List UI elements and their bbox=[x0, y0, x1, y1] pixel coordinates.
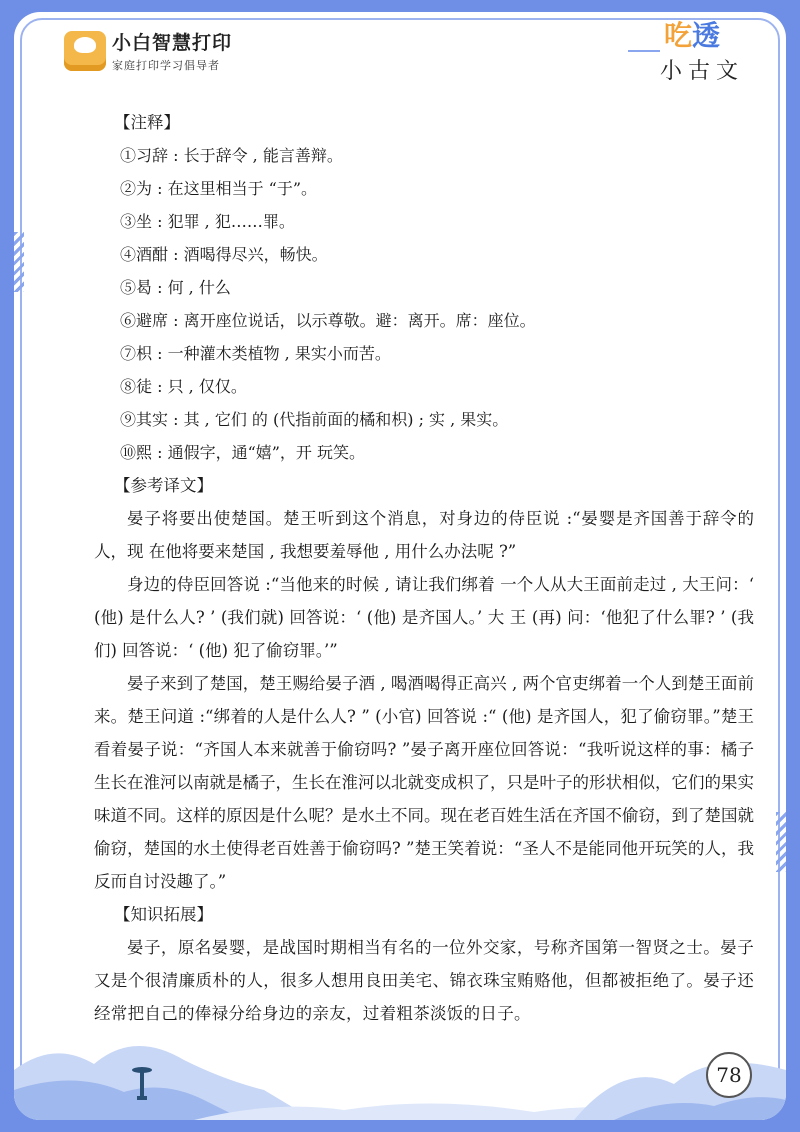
brand-subtitle: 家庭打印学习倡导者 bbox=[112, 59, 220, 72]
note-item: ④酒酣 : 酒喝得尽兴，畅快。 bbox=[120, 245, 328, 264]
brand-name: 小白智慧打印 bbox=[112, 33, 233, 54]
content bbox=[94, 106, 754, 1030]
series-title bbox=[664, 14, 720, 54]
brand-text bbox=[112, 28, 232, 73]
note-item: ⑦枳 : 一种灌木类植物 , 果实小而苦。 bbox=[120, 344, 391, 363]
page-number: 78 bbox=[706, 1052, 752, 1098]
note-item: ⑥避席 : 离开座位说话，以示尊敬。避：离开。席：座位。 bbox=[120, 311, 536, 330]
translation-heading: 【参考译文】 bbox=[114, 476, 213, 495]
translation-paragraph: 身边的侍臣回答说 :“当他来的时候 , 请让我们绑着 一个人从大王面前走过 , 大王问：‘ (他) 是什么人? ’ (我们就) 回答说：‘ (他) 是齐国人。’ 大 王 (再) 问：‘他犯了什么罪? ’ (我们) 回答说：‘ (他) 犯了偷窃罪。’” bbox=[94, 575, 754, 660]
series-title-part1: 吃 bbox=[664, 19, 693, 52]
note-item: ⑩熙 : 通假字，通“嬉”，开 玩笑。 bbox=[120, 443, 366, 462]
note-item: ⑤曷 : 何 , 什么 bbox=[120, 278, 231, 297]
decorative-stripes-left bbox=[14, 232, 24, 292]
series-logo bbox=[628, 14, 758, 86]
notes-heading: 【注释】 bbox=[114, 113, 180, 132]
mountain-landscape-icon bbox=[14, 1000, 786, 1120]
translation-paragraph: 晏子将要出使楚国。楚王听到这个消息，对身边的侍臣说 :“晏婴是齐国善于辞令的人，现 在他将要来楚国 , 我想要羞辱他 , 用什么办法呢 ?” bbox=[94, 509, 754, 561]
note-item: ②为 : 在这里相当于 “于”。 bbox=[120, 179, 318, 198]
series-subtitle: 小古文 bbox=[660, 59, 745, 84]
printer-mascot-icon bbox=[64, 31, 106, 71]
notes-list bbox=[114, 139, 754, 469]
landscape-illustration bbox=[14, 1000, 786, 1120]
translation-paragraph: 晏子来到了楚国，楚王赐给晏子酒 , 喝酒喝得正高兴 , 两个官吏绑着一个人到楚王面前来。楚王问道 :“绑着的人是什么人? ” (小官) 回答说 :“ (他) 是齐国人，犯了偷窃罪。”楚王看着晏子说：“齐国人本来就善于偷窃吗? ”晏子离开座位回答说：“我听说这样的事：橘子生长在淮河以南就是橘子，生长在淮河以北就变成枳了，只是叶子的形状相似，它们的果实味道不同。这样的原因是什么呢？是水土不同。现在老百姓生活在齐国不偷窃，到了楚国就偷窃，楚国的水土使得老百姓善于偷窃吗? ”楚王笑着说：“圣人不是能同他开玩笑的人，我反而自讨没趣了。” bbox=[94, 674, 754, 891]
note-item: ⑨其实 : 其 , 它们 的 (代指前面的橘和枳) ; 实 , 果实。 bbox=[120, 410, 509, 429]
page bbox=[14, 12, 786, 1120]
decorative-stripes-right bbox=[776, 812, 786, 872]
series-title-part2: 透 bbox=[692, 19, 721, 52]
note-item: ③坐 : 犯罪 , 犯……罪。 bbox=[120, 212, 295, 231]
note-item: ⑧徒 : 只 , 仅仅。 bbox=[120, 377, 247, 396]
series-decoration bbox=[628, 50, 660, 52]
page-header bbox=[14, 12, 786, 92]
extension-paragraph: 晏子，原名晏婴，是战国时期相当有名的一位外交家，号称齐国第一智贤之士。晏子又是个很清廉质朴的人，很多人想用良田美宅、锦衣珠宝贿赂他，但都被拒绝了。晏子还经常把自己的俸禄分给身边的亲友，过着粗茶淡饭的日子。 bbox=[94, 938, 754, 1023]
extension-heading: 【知识拓展】 bbox=[114, 905, 213, 924]
note-item: ①习辞 : 长于辞令 , 能言善辩。 bbox=[120, 146, 343, 165]
brand bbox=[64, 28, 232, 73]
